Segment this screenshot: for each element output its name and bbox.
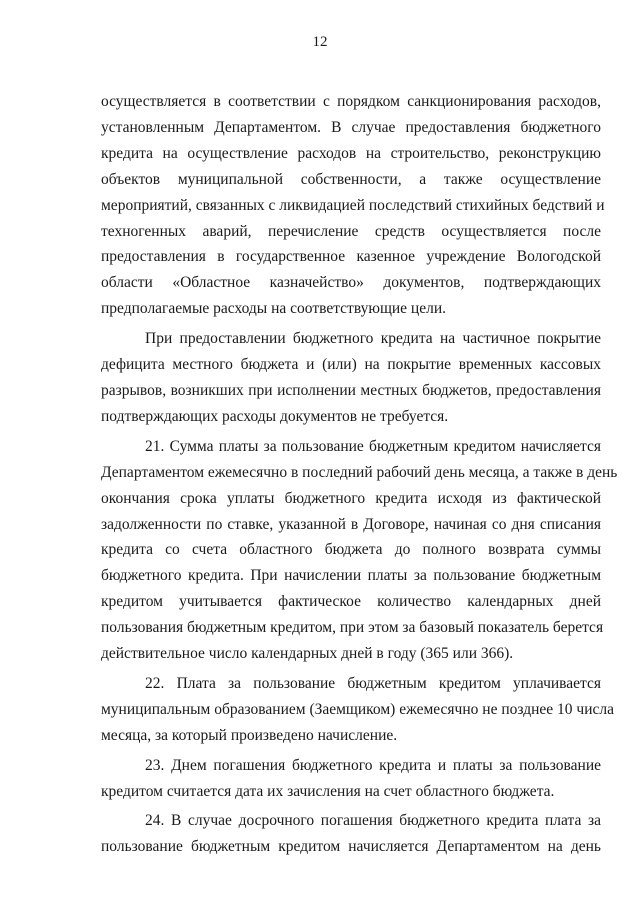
paragraph xyxy=(101,326,601,430)
paragraph xyxy=(101,808,601,860)
text-line: кредита на осуществление расходов на строительство, реконструкцию xyxy=(101,144,601,162)
text-line: кредитом учитывается фактическое количество календарных дней xyxy=(101,593,601,611)
text-line: области «Областное казначейство» документов, подтверждающих xyxy=(101,274,601,292)
text-line: При предоставлении бюджетного кредита на частичное покрытие xyxy=(145,330,601,348)
text-line: мероприятий, связанных с ликвидацией последствий стихийных бедствий и xyxy=(101,196,605,214)
paragraph xyxy=(101,89,605,322)
text-line: бюджетного кредита. При начислении платы за пользование бюджетным xyxy=(101,567,601,585)
text-line: 24. В случае досрочного погашения бюджетного кредита плата за xyxy=(145,812,601,830)
paragraph xyxy=(101,753,601,805)
text-line: Департаментом ежемесячно в последний рабочий день месяца, а также в день xyxy=(101,463,618,481)
text-line: установленным Департаментом. В случае предоставления бюджетного xyxy=(101,118,601,136)
text-line: 21. Сумма платы за пользование бюджетным кредитом начисляется xyxy=(145,437,601,455)
text-line: предполагаемые расходы на соответствующие цели. xyxy=(101,300,447,318)
text-line: задолженности по ставке, указанной в Договоре, начиная со дня списания xyxy=(101,515,601,533)
text-line: пользования бюджетным кредитом, при этом за базовый показатель берется xyxy=(101,619,604,637)
text-line: кредита со счета областного бюджета до полного возврата суммы xyxy=(101,541,601,559)
page-number: 12 xyxy=(312,34,328,50)
text-line: месяца, за который произведено начисление. xyxy=(101,726,398,744)
text-line: 23. Днем погашения бюджетного кредита и платы за пользование xyxy=(145,756,601,774)
text-line: действительное число календарных дней в году (365 или 366). xyxy=(101,645,514,663)
text-line: предоставления в государственное казенное учреждение Вологодской xyxy=(101,248,601,266)
text-line: дефицита местного бюджета и (или) на покрытие временных кассовых xyxy=(101,356,601,374)
text-line: подтверждающих расходы документов не требуется. xyxy=(101,407,449,425)
text-line: кредитом считается дата их зачисления на счет областного бюджета. xyxy=(101,782,555,800)
text-line: пользование бюджетным кредитом начисляется Департаментом на день xyxy=(101,838,601,856)
text-line: 22. Плата за пользование бюджетным кредитом уплачивается xyxy=(145,674,601,692)
paragraph xyxy=(101,671,614,749)
text-line: муниципальным образованием (Заемщиком) ежемесячно не позднее 10 числа xyxy=(101,700,614,718)
text-line: техногенных аварий, перечисление средств осуществляется после xyxy=(101,222,601,240)
text-line: окончания срока уплаты бюджетного кредита исходя из фактической xyxy=(101,489,601,507)
document-body xyxy=(101,89,618,860)
text-line: разрывов, возникших при исполнении местных бюджетов, предоставления xyxy=(101,381,601,399)
paragraph xyxy=(101,434,618,667)
text-line: осуществляется в соответствии с порядком санкционирования расходов, xyxy=(101,93,601,110)
text-line: объектов муниципальной собственности, а также осуществление xyxy=(101,170,601,188)
